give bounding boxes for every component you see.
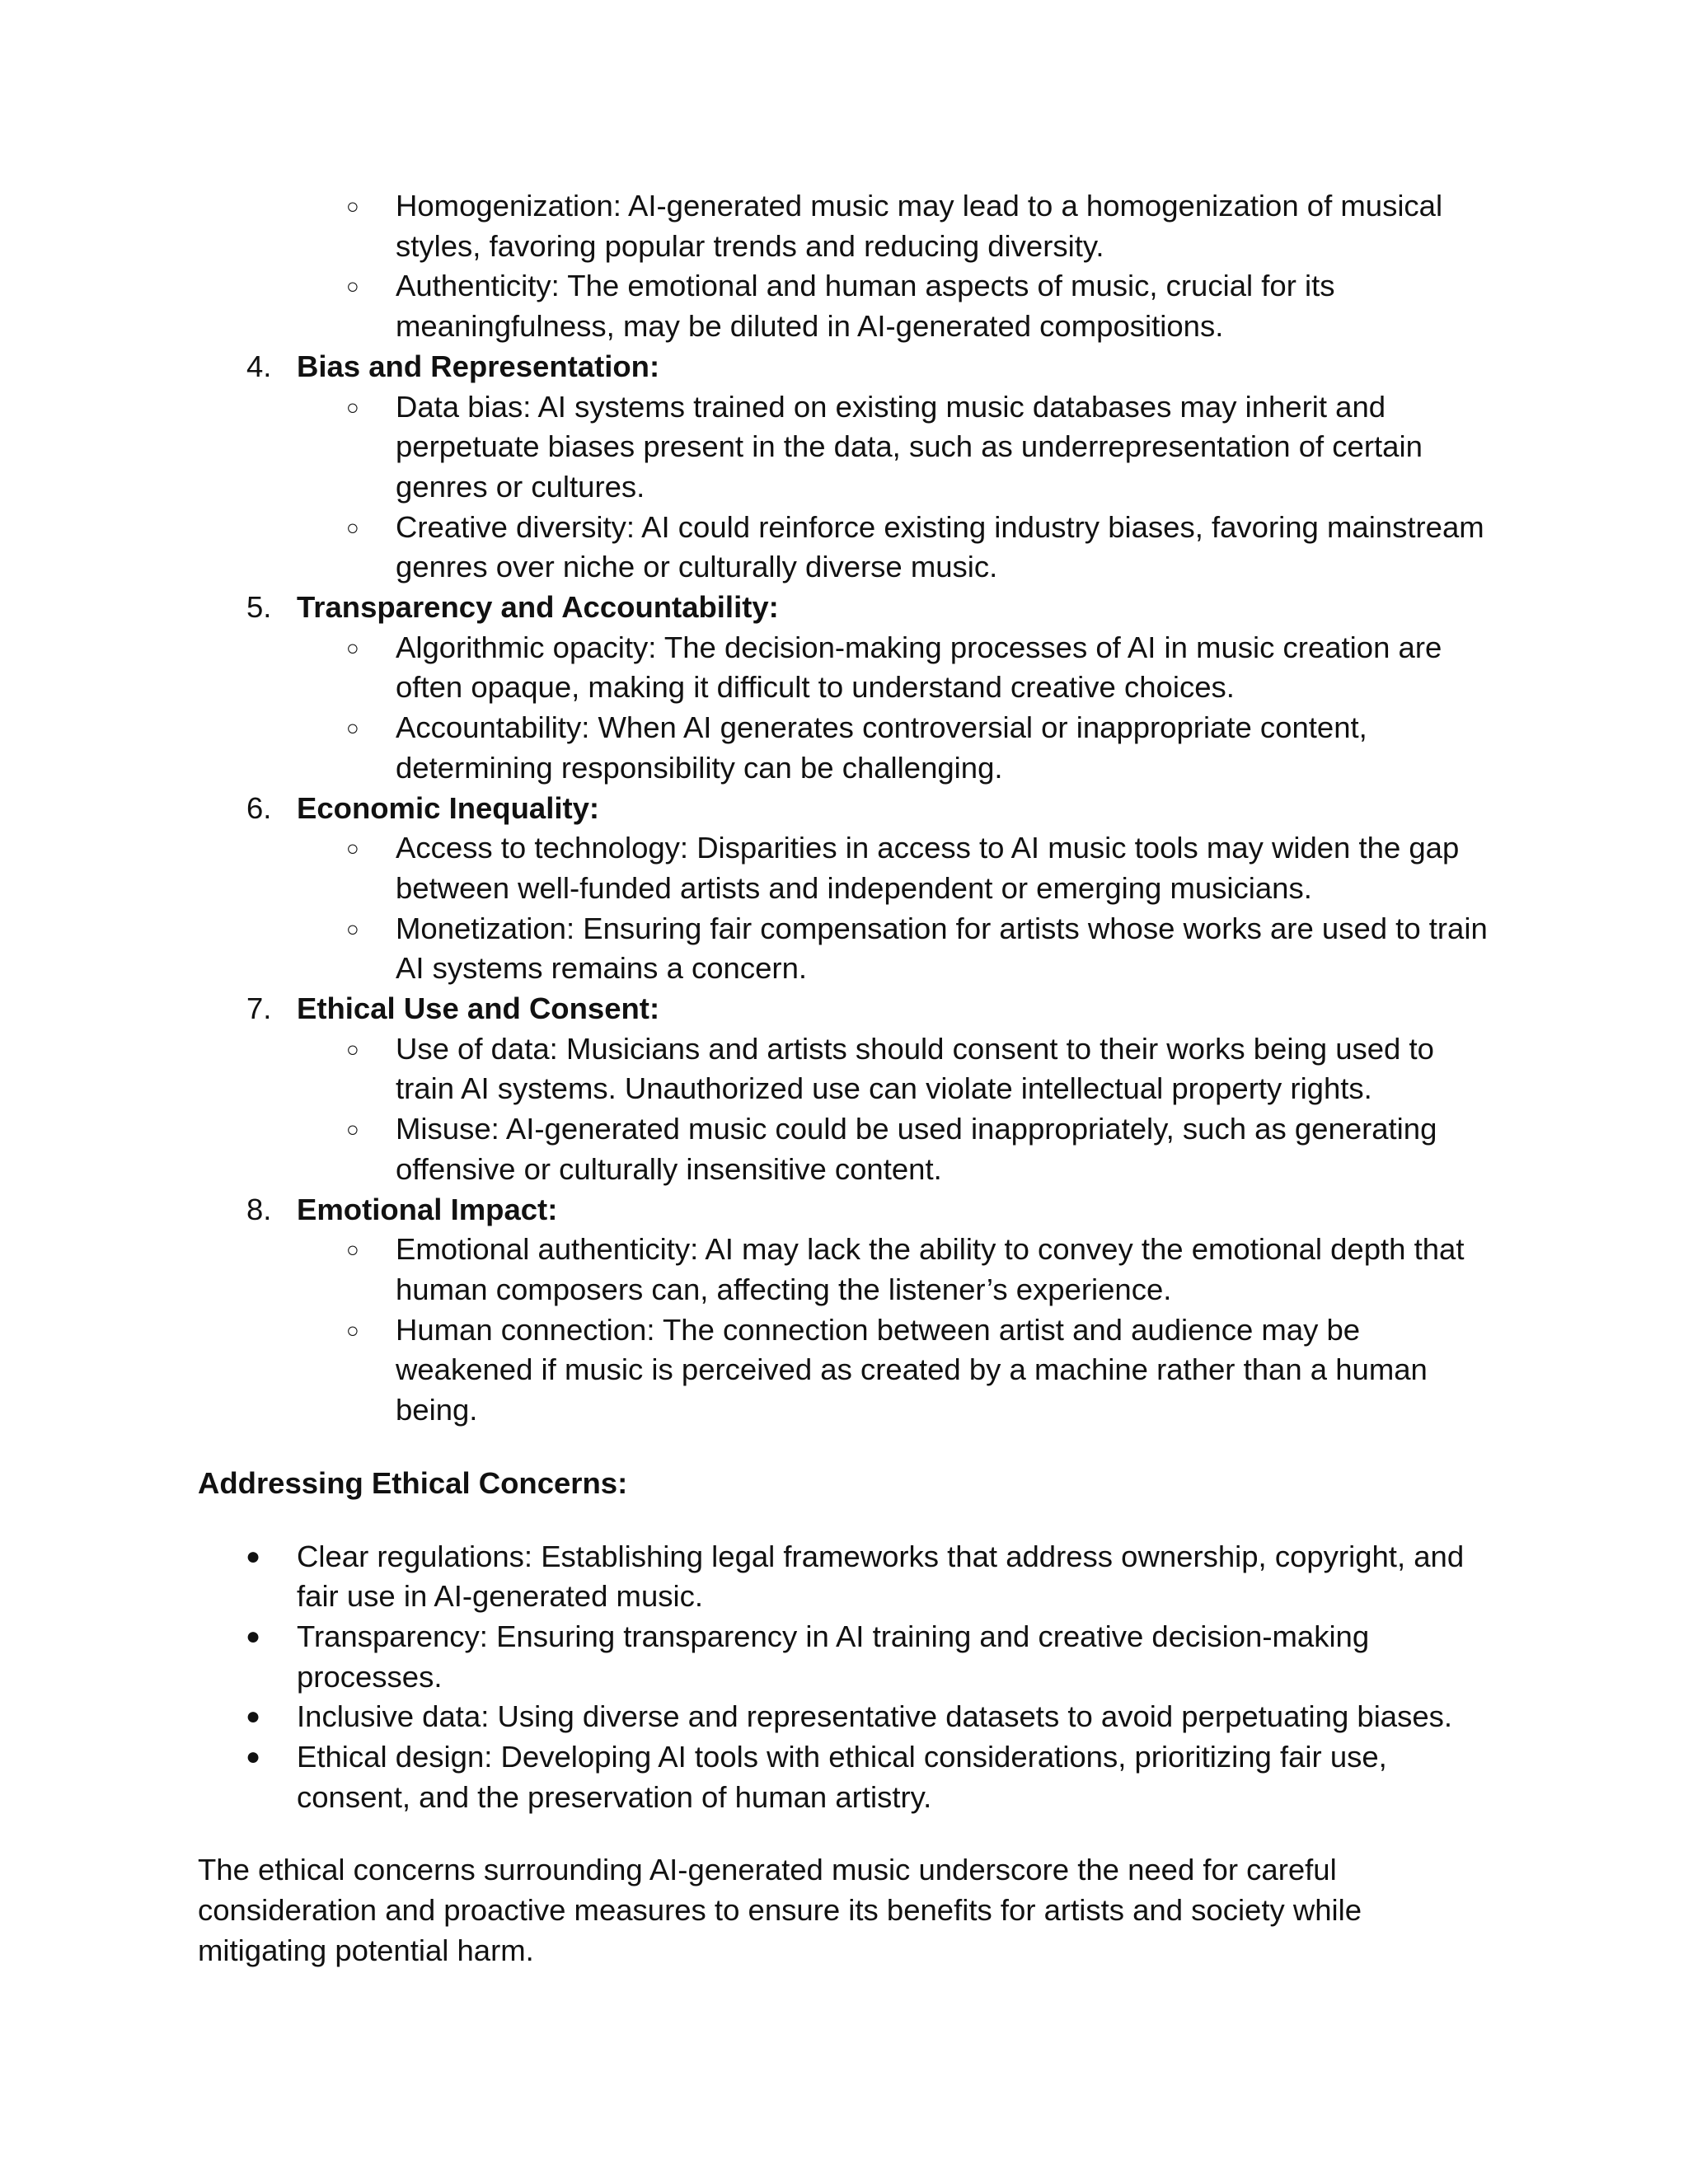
hollow-circle-bullet-icon: ○ <box>346 836 359 861</box>
sub-list-item <box>0 1029 1496 1109</box>
sub-item-text: Emotional authenticity: AI may lack the ability to convey the emotional depth that human composers can, affecting the listener’s experience. <box>396 1232 1465 1306</box>
bullet-item-text: Clear regulations: Establishing legal frameworks that address ownership, copyright, and fair use in AI-generated music. <box>297 1539 1465 1614</box>
sub-item-text: Data bias: AI systems trained on existing music databases may inherit and perpetuate biases present in the data, such as underrepresentation of certain genres or cultures. <box>396 389 1423 504</box>
section-title: Emotional Impact: <box>297 1192 558 1226</box>
sub-list-item <box>0 1109 1496 1189</box>
addressing-heading: Addressing Ethical Concerns: <box>198 1465 628 1500</box>
section-number: 4. <box>246 349 272 383</box>
filled-circle-bullet-icon: ● <box>246 1542 261 1570</box>
numbered-section-4 <box>0 347 1688 588</box>
bullet-item-text: Transparency: Ensuring transparency in AI training and creative decision-making processes. <box>297 1619 1370 1694</box>
filled-circle-bullet-icon: ● <box>246 1743 261 1771</box>
bullet-list-item <box>0 1697 1471 1737</box>
addressing-section <box>0 1464 1688 1818</box>
section-number: 6. <box>246 790 272 825</box>
bullet-list-item <box>0 1537 1471 1617</box>
sub-item-text: Creative diversity: AI could reinforce existing industry biases, favoring mainstream genres over niche or culturally diverse music. <box>396 509 1484 584</box>
section-number: 5. <box>246 590 272 625</box>
sub-list-item <box>0 708 1496 788</box>
conclusion-paragraph: The ethical concerns surrounding AI-generated music underscore the need for careful consideration and proactive measures to ensure its benefits for artists and society while mitigating potential harm. <box>198 1853 1362 1967</box>
section-heading <box>0 989 1688 1029</box>
hollow-circle-bullet-icon: ○ <box>346 916 359 941</box>
section-heading <box>0 347 1688 387</box>
numbered-section-7 <box>0 989 1688 1190</box>
section-heading <box>0 789 1688 829</box>
sub-list-item <box>0 266 1496 346</box>
sub-list-item <box>0 828 1496 908</box>
sub-item-text: Authenticity: The emotional and human aspects of music, crucial for its meaningfulness, may be diluted in AI-generated compositions. <box>396 269 1335 344</box>
numbered-section-6 <box>0 789 1688 990</box>
hollow-circle-bullet-icon: ○ <box>346 194 359 218</box>
section-heading <box>0 1190 1688 1230</box>
section-title: Ethical Use and Consent: <box>297 991 660 1026</box>
filled-circle-bullet-icon: ● <box>246 1703 261 1731</box>
section-title: Economic Inequality: <box>297 790 600 825</box>
sub-list-item <box>0 387 1496 508</box>
sub-list-item <box>0 1230 1496 1310</box>
sub-list-item <box>0 628 1496 708</box>
sub-item-text: Algorithmic opacity: The decision-making processes of AI in music creation are often opaque, making it difficult to understand creative choices. <box>396 630 1442 705</box>
section-title: Bias and Representation: <box>297 349 660 383</box>
filled-circle-bullet-icon: ● <box>246 1622 261 1650</box>
sub-item-text: Misuse: AI-generated music could be used inappropriately, such as generating offensive or culturally insensitive content. <box>396 1112 1437 1186</box>
hollow-circle-bullet-icon: ○ <box>346 1237 359 1263</box>
bullet-item-text: Ethical design: Developing AI tools with ethical considerations, prioritizing fair use, consent, and the preservation of human artistry. <box>297 1740 1387 1814</box>
hollow-circle-bullet-icon: ○ <box>346 1117 359 1142</box>
sub-list-item <box>0 1310 1496 1431</box>
hollow-circle-bullet-icon: ○ <box>346 514 359 540</box>
document-body <box>0 186 1688 1971</box>
sub-item-text: Accountability: When AI generates controversial or inappropriate content, determining responsibility can be challenging. <box>396 710 1367 785</box>
sub-item-text: Monetization: Ensuring fair compensation for artists whose works are used to train AI systems remains a concern. <box>396 911 1488 986</box>
sub-list-item <box>0 508 1496 588</box>
bullet-list-item <box>0 1617 1471 1697</box>
conclusion-section <box>0 1850 1688 1971</box>
sub-item-text: Use of data: Musicians and artists should consent to their works being used to train AI systems. Unauthorized use can violate intellectual property rights. <box>396 1031 1434 1106</box>
sub-item-text: Human connection: The connection between artist and audience may be weakened if music is perceived as created by a machine rather than a human being. <box>396 1312 1428 1427</box>
hollow-circle-bullet-icon: ○ <box>346 635 359 660</box>
hollow-circle-bullet-icon: ○ <box>346 715 359 741</box>
numbered-section-8 <box>0 1190 1688 1431</box>
section-title: Transparency and Accountability: <box>297 590 779 625</box>
numbered-section-5 <box>0 588 1688 789</box>
section-heading <box>0 588 1688 628</box>
bullet-list-item <box>0 1737 1471 1817</box>
hollow-circle-bullet-icon: ○ <box>346 274 359 299</box>
continued-items <box>0 186 1688 347</box>
bullet-item-text: Inclusive data: Using diverse and representative datasets to avoid perpetuating biases. <box>297 1699 1453 1734</box>
sub-list-item <box>0 186 1496 266</box>
section-number: 7. <box>246 991 272 1026</box>
sub-item-text: Homogenization: AI-generated music may lead to a homogenization of musical styles, favoring popular trends and reducing diversity. <box>396 189 1443 263</box>
hollow-circle-bullet-icon: ○ <box>346 1317 359 1343</box>
section-number: 8. <box>246 1192 272 1226</box>
sub-item-text: Access to technology: Disparities in access to AI music tools may widen the gap between well-funded artists and independent or emerging musicians. <box>396 831 1460 905</box>
hollow-circle-bullet-icon: ○ <box>346 1036 359 1062</box>
hollow-circle-bullet-icon: ○ <box>346 394 359 419</box>
sub-list-item <box>0 909 1496 989</box>
